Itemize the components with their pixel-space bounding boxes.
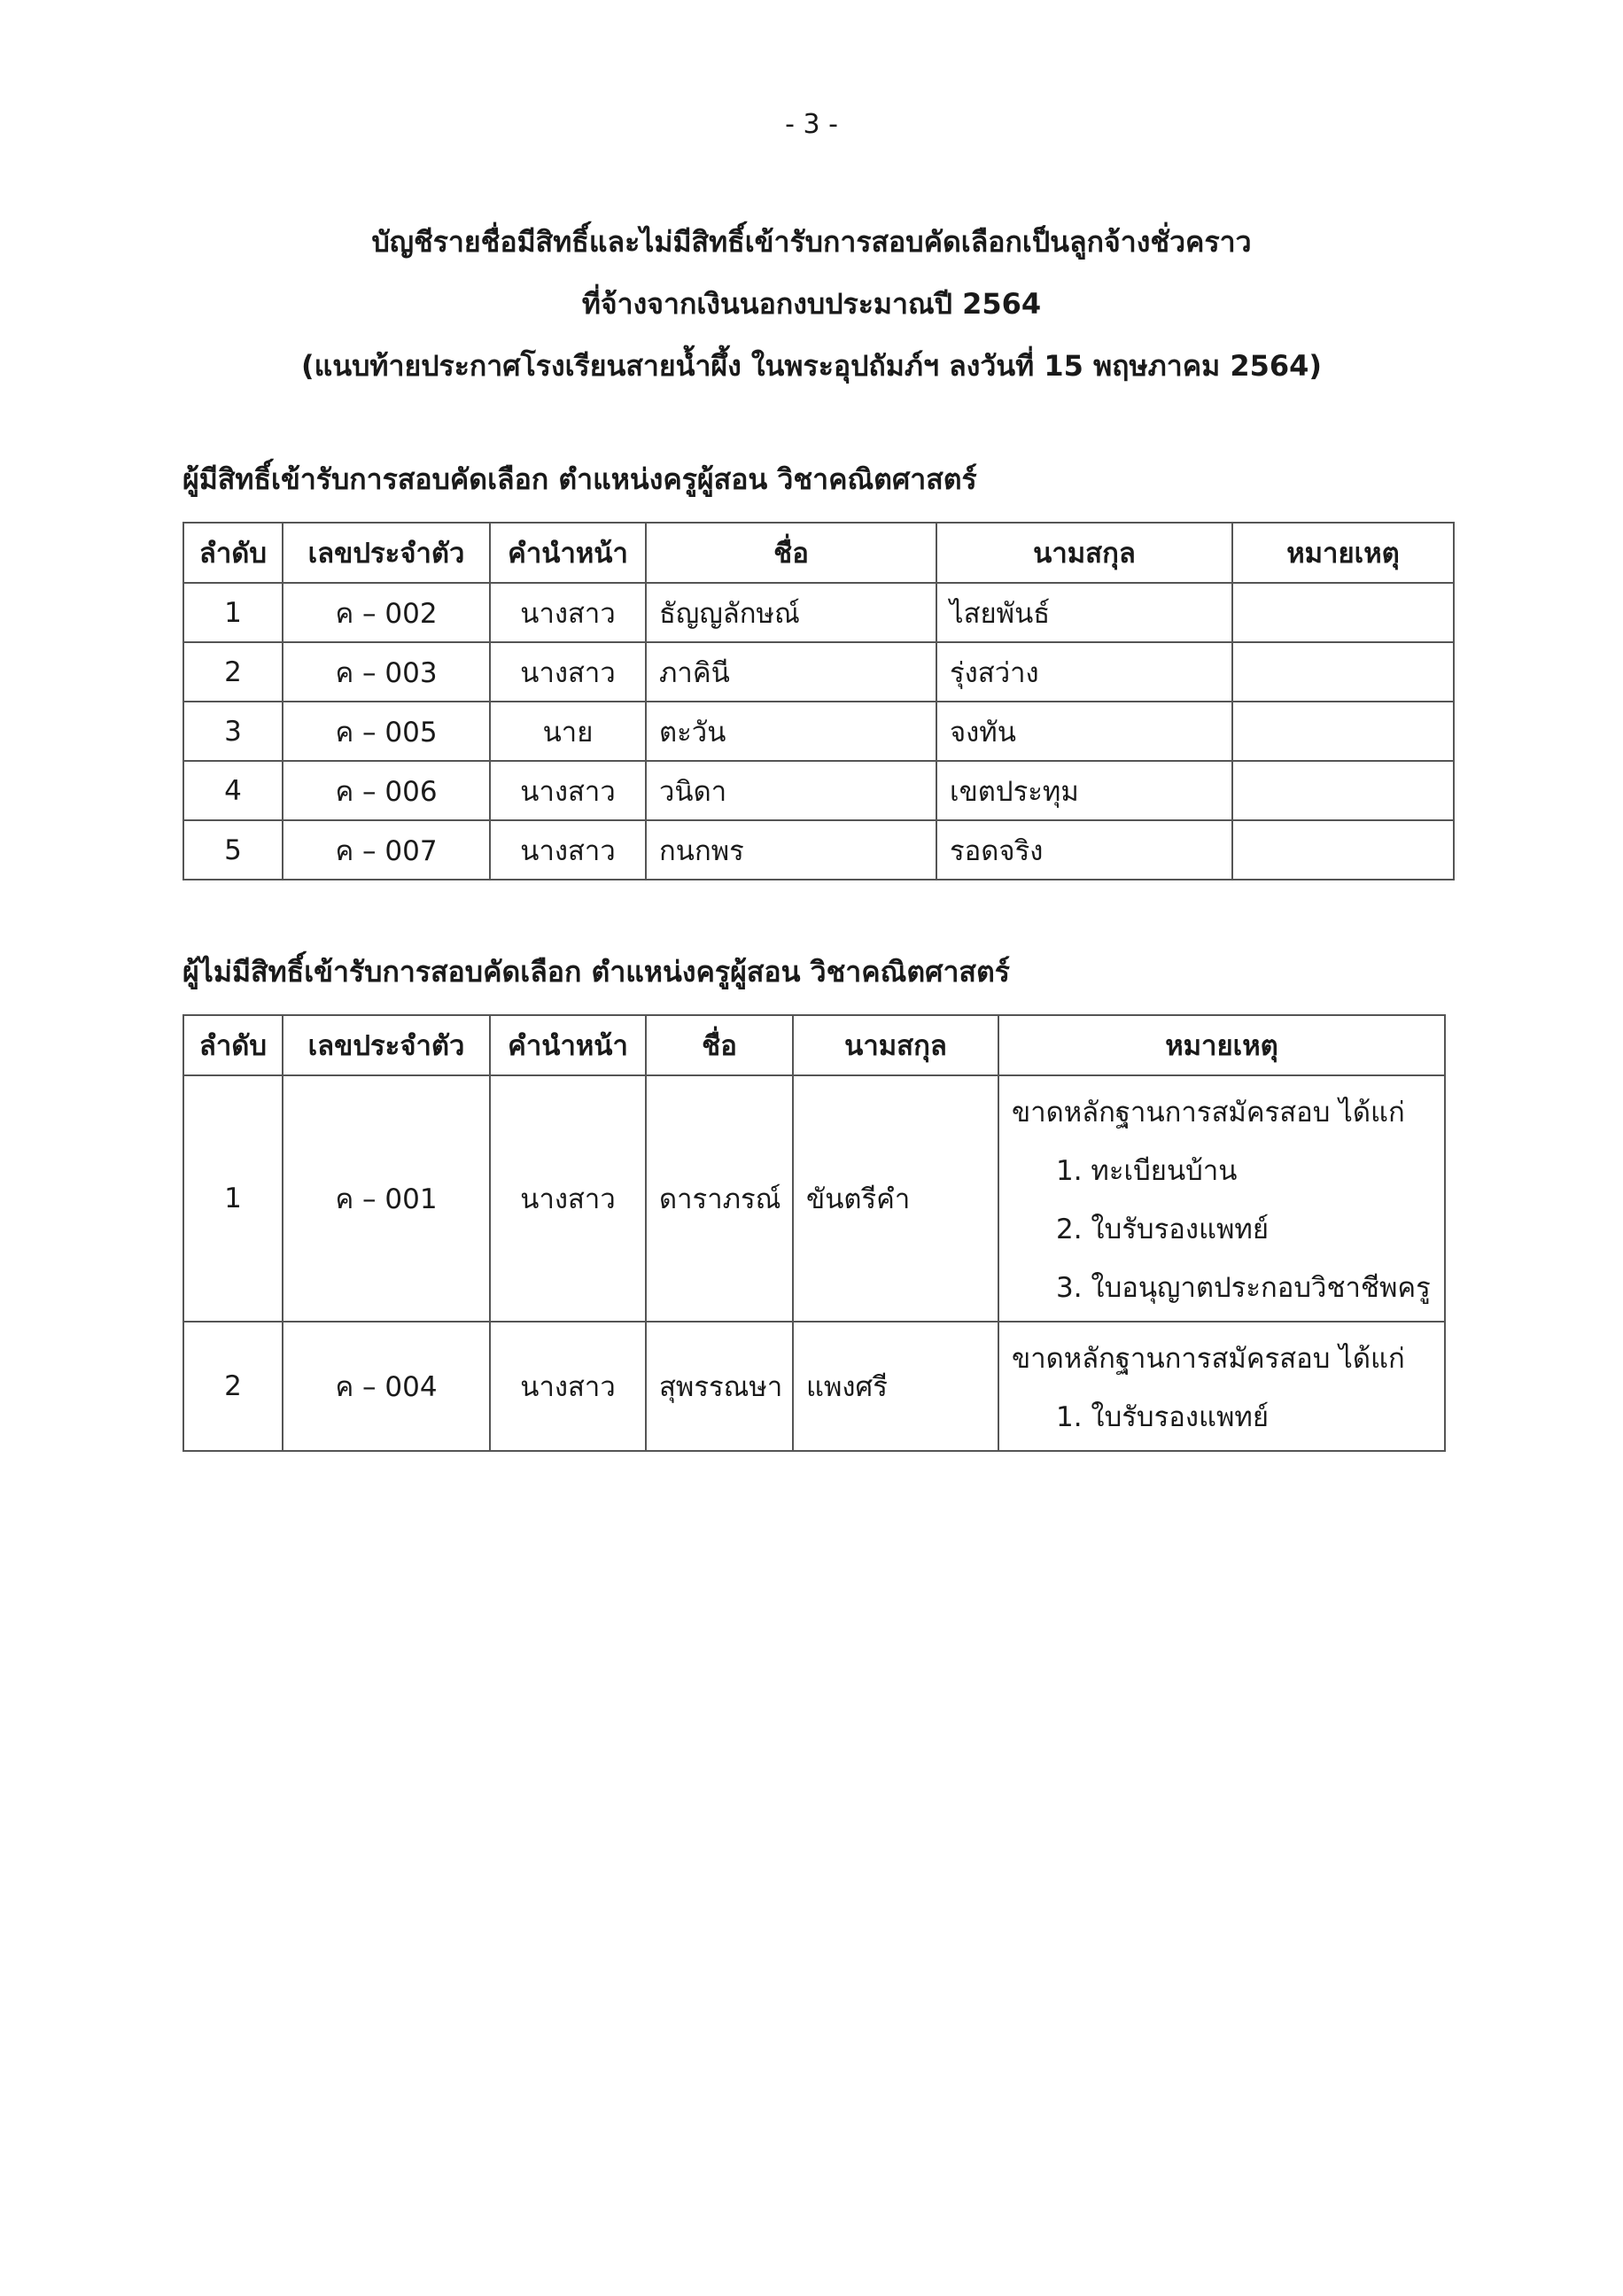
header-order: ลำดับ (183, 523, 283, 583)
cell-last-name: เขตประทุม (936, 761, 1232, 820)
header-first-name: ชื่อ (646, 523, 936, 583)
cell-id: ค – 007 (283, 820, 490, 880)
cell-order: 2 (183, 642, 283, 702)
cell-first-name: ดาราภรณ์ (646, 1075, 793, 1322)
header-last-name: นามสกุล (936, 523, 1232, 583)
header-first-name: ชื่อ (646, 1015, 793, 1075)
cell-prefix: นางสาว (490, 642, 646, 702)
cell-last-name: รุ่งสว่าง (936, 642, 1232, 702)
cell-last-name: ไสยพันธ์ (936, 583, 1232, 642)
cell-remark (998, 1322, 1445, 1451)
header-prefix: คำนำหน้า (490, 523, 646, 583)
cell-id: ค – 004 (283, 1322, 490, 1451)
ineligible-table (182, 1014, 1446, 1452)
remark-item: 3. ใบอนุญาตประกอบวิชาชีพครู (1056, 1272, 1431, 1304)
header-prefix: คำนำหน้า (490, 1015, 646, 1075)
ineligible-heading: ผู้ไม่มีสิทธิ์เข้ารับการสอบคัดเลือก ตำแหน่งครูผู้สอน วิชาคณิตศาสตร์ (182, 955, 1010, 989)
header-id: เลขประจำตัว (283, 523, 490, 583)
eligible-header-row (183, 523, 1454, 583)
table-row (183, 583, 1454, 642)
remark-item: 1. ใบรับรองแพทย์ (1056, 1401, 1269, 1433)
eligible-table (182, 522, 1455, 880)
cell-prefix: นางสาว (490, 820, 646, 880)
cell-order: 1 (183, 1075, 283, 1322)
cell-order: 4 (183, 761, 283, 820)
cell-id: ค – 001 (283, 1075, 490, 1322)
cell-prefix: นางสาว (490, 1322, 646, 1451)
cell-last-name: รอดจริง (936, 820, 1232, 880)
cell-id: ค – 002 (283, 583, 490, 642)
cell-remark (998, 1075, 1445, 1322)
cell-first-name: ธัญญลักษณ์ (646, 583, 936, 642)
remark-title: ขาดหลักฐานการสมัครสอบ ได้แก่ (1012, 1097, 1405, 1129)
cell-last-name: จงทัน (936, 702, 1232, 761)
cell-first-name: ตะวัน (646, 702, 936, 761)
header-remark: หมายเหตุ (1232, 523, 1454, 583)
table-row (183, 1322, 1445, 1451)
cell-prefix: นางสาว (490, 583, 646, 642)
cell-first-name: กนกพร (646, 820, 936, 880)
cell-remark (1232, 642, 1454, 702)
cell-prefix: นาย (490, 702, 646, 761)
document-title (0, 211, 1623, 397)
cell-last-name: แพงศรี (793, 1322, 998, 1451)
remark-item: 1. ทะเบียนบ้าน (1056, 1155, 1238, 1187)
cell-prefix: นางสาว (490, 761, 646, 820)
table-row (183, 820, 1454, 880)
cell-id: ค – 003 (283, 642, 490, 702)
cell-id: ค – 006 (283, 761, 490, 820)
cell-first-name: วนิดา (646, 761, 936, 820)
ineligible-header-row (183, 1015, 1445, 1075)
cell-first-name: ภาคินี (646, 642, 936, 702)
cell-remark (1232, 702, 1454, 761)
cell-id: ค – 005 (283, 702, 490, 761)
cell-order: 1 (183, 583, 283, 642)
page-number: - 3 - (785, 109, 838, 140)
header-order: ลำดับ (183, 1015, 283, 1075)
cell-last-name: ขันตรีคำ (793, 1075, 998, 1322)
header-id: เลขประจำตัว (283, 1015, 490, 1075)
table-row (183, 642, 1454, 702)
cell-order: 2 (183, 1322, 283, 1451)
table-row (183, 702, 1454, 761)
eligible-heading: ผู้มีสิทธิ์เข้ารับการสอบคัดเลือก ตำแหน่งครูผู้สอน วิชาคณิตศาสตร์ (182, 462, 977, 496)
header-remark: หมายเหตุ (998, 1015, 1445, 1075)
table-row (183, 761, 1454, 820)
table-row (183, 1075, 1445, 1322)
cell-order: 5 (183, 820, 283, 880)
remark-item: 2. ใบรับรองแพทย์ (1056, 1214, 1269, 1245)
cell-order: 3 (183, 702, 283, 761)
cell-remark (1232, 583, 1454, 642)
cell-first-name: สุพรรณษา (646, 1322, 793, 1451)
title-line-1: บัญชีรายชื่อมีสิทธิ์และไม่มีสิทธิ์เข้ารับการสอบคัดเลือกเป็นลูกจ้างชั่วคราว (371, 225, 1252, 259)
title-line-3: (แนบท้ายประกาศโรงเรียนสายน้ำผึ้ง ในพระอุปถัมภ์ฯ ลงวันที่ 15 พฤษภาคม 2564) (300, 349, 1323, 383)
cell-remark (1232, 820, 1454, 880)
remark-title: ขาดหลักฐานการสมัครสอบ ได้แก่ (1012, 1343, 1405, 1375)
cell-remark (1232, 761, 1454, 820)
header-last-name: นามสกุล (793, 1015, 998, 1075)
cell-prefix: นางสาว (490, 1075, 646, 1322)
title-line-2: ที่จ้างจากเงินนอกงบประมาณปี 2564 (581, 287, 1042, 321)
